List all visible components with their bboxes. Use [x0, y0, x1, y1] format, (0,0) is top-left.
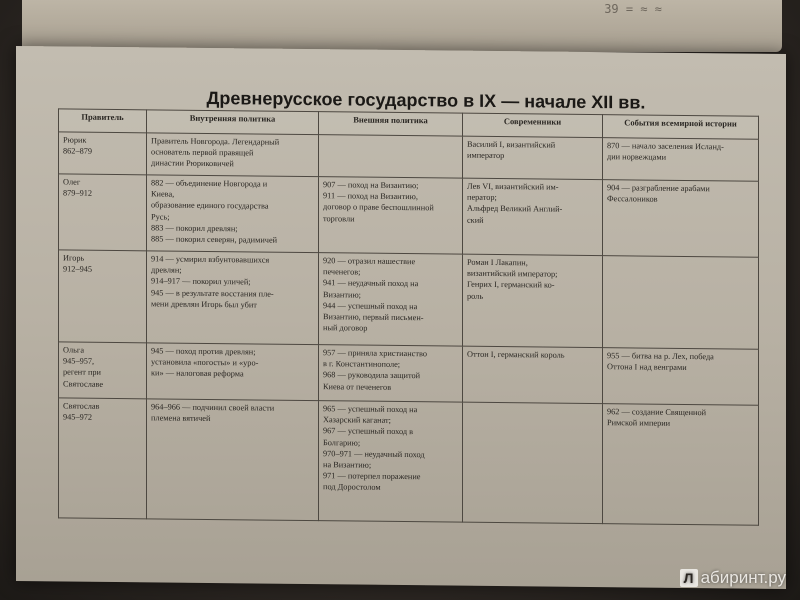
internal-policy-cell	[147, 343, 319, 401]
cell-text-line: 967 — успешный поход в	[323, 426, 414, 437]
cell-text-line: 957 — приняла христианство	[323, 348, 427, 359]
header-internal-policy: Внутренняя политика	[147, 110, 319, 135]
cell-text-line: 941 — неудачный поход на	[323, 278, 419, 289]
cell-text-line: Игорь	[63, 253, 85, 263]
external-policy-cell	[319, 253, 463, 347]
cell-text-line: печенегов;	[323, 267, 361, 277]
cell-text-line: династии Рюриковичей	[151, 158, 234, 169]
contemporaries-cell	[463, 136, 603, 179]
cell-text-line: Оттона I над венграми	[607, 362, 687, 373]
contemporaries-cell	[463, 346, 603, 403]
cell-text-line: 882 — объединение Новгорода и	[151, 178, 268, 189]
cell-text-line: Лев VI, византийский им-	[467, 181, 559, 192]
table-row	[59, 132, 759, 181]
cell-text-line: регент при	[63, 367, 101, 378]
cell-text-line: император	[467, 150, 505, 161]
cell-text-line: Фессалоников	[607, 194, 658, 204]
cell-text-line: 965 — успешный поход на	[323, 404, 418, 415]
cell-text-line: Русь;	[151, 211, 170, 222]
ruler-cell	[59, 398, 147, 519]
internal-policy-cell	[147, 251, 319, 345]
cell-text-line: Византию, первый письмен-	[323, 312, 424, 323]
cell-text-line: племена вятичей	[151, 413, 211, 424]
external-policy-cell	[319, 401, 463, 523]
world-events-cell	[603, 256, 759, 350]
history-table	[58, 108, 759, 525]
cell-text-line: 912–945	[63, 264, 93, 274]
cell-text-line: 964–966 — подчинил своей власти	[151, 402, 275, 413]
cell-text-line: византийский император;	[467, 268, 558, 279]
cell-text-line: Правитель Новгорода. Легендарный	[151, 136, 280, 147]
cell-text-line: Роман I Лакапин,	[467, 257, 528, 268]
cell-text-line: 914–917 — покорил уличей;	[151, 276, 251, 287]
cell-text-line: установила «погосты» и «уро-	[151, 357, 259, 368]
cell-text-line: Альфред Великий Англий-	[467, 204, 563, 215]
cell-text-line: Византию;	[323, 289, 361, 300]
contemporaries-cell	[463, 178, 603, 255]
cell-text-line: 970–971 — неудачный поход	[323, 448, 425, 459]
header-external-policy: Внешняя политика	[319, 112, 463, 137]
cell-text-line: основатель первой правящей	[151, 147, 254, 158]
cell-text-line: Василий I, византийский	[467, 139, 556, 150]
cell-text-line: 945–972	[63, 412, 93, 422]
cell-text-line: на Византию;	[323, 460, 372, 470]
cell-text-line: роль	[467, 291, 484, 301]
internal-policy-cell	[147, 133, 319, 177]
cell-text-line: 971 — потерпел поражение	[323, 471, 421, 482]
ruler-cell	[59, 174, 147, 251]
external-policy-cell	[319, 345, 463, 403]
cell-text-line: Болгарию;	[323, 437, 361, 448]
watermark-text: абиринт.ру	[700, 568, 786, 587]
cell-text-line: Римской империи	[607, 418, 671, 429]
cell-text-line: 945 — поход против древлян;	[151, 346, 256, 357]
cell-text-line: 879–912	[63, 188, 93, 198]
external-policy-cell	[319, 177, 463, 255]
cell-text-line: 904 — разграбление арабами	[607, 183, 710, 194]
world-events-cell	[603, 180, 759, 258]
cell-text-line: ки» — налоговая реформа	[151, 368, 244, 379]
ruler-cell	[59, 342, 147, 399]
cell-text-line: ный договор	[323, 323, 368, 333]
header-ruler: Правитель	[59, 109, 147, 133]
labirint-logo-icon: Л	[680, 569, 698, 587]
cell-text-line: дии норвежцами	[607, 152, 667, 162]
cell-text-line: 945–957,	[63, 356, 95, 366]
cell-text-line: в г. Константинополе;	[323, 359, 401, 370]
contemporaries-cell	[463, 254, 603, 347]
cell-text-line: образование единого государства	[151, 200, 269, 211]
table-row	[59, 250, 759, 349]
cell-text-line: 870 — начало заселения Исланд-	[607, 141, 724, 152]
book-page	[16, 46, 786, 589]
table-row	[59, 398, 759, 525]
cell-text-line: ператор;	[467, 192, 497, 203]
cell-text-line: Оттон I, германский король	[467, 349, 565, 360]
contemporaries-cell	[463, 402, 603, 523]
ruler-cell	[59, 132, 147, 175]
header-contemporaries: Современники	[463, 113, 603, 137]
cell-text-line: мени древлян Игорь был убит	[151, 299, 257, 310]
cell-text-line: 968 — руководила защитой	[323, 370, 421, 381]
previous-page-edge	[22, 0, 782, 52]
cell-text-line: под Доростолом	[323, 482, 381, 493]
cell-text-line: ский	[467, 215, 484, 225]
page-title: Древнерусское государство в IX — начале XII вв.	[206, 87, 646, 113]
cell-text-line: 955 — битва на р. Лех, победа	[607, 351, 714, 362]
internal-policy-cell	[147, 175, 319, 253]
cell-text-line: 944 — успешный поход на	[323, 300, 418, 311]
cell-text-line: Рюрик	[63, 135, 87, 145]
cell-text-line: Киева от печенегов	[323, 381, 392, 392]
page-corner-text: 39 = ≈ ≈	[604, 2, 662, 16]
cell-text-line: Олег	[63, 177, 81, 187]
cell-text-line: торговли	[323, 213, 355, 224]
table-row	[59, 174, 759, 257]
cell-text-line: договор о праве беспошлинной	[323, 202, 434, 213]
cell-text-line: 885 — покорил северян, радимичей	[151, 234, 278, 245]
world-events-cell	[603, 348, 759, 406]
cell-text-line: 911 — поход на Византию,	[323, 191, 418, 202]
ruler-cell	[59, 250, 147, 343]
cell-text-line: 945 — в результате восстания пле-	[151, 287, 274, 299]
cell-text-line: Хазарский каганат;	[323, 415, 391, 426]
cell-text-line: 920 — отразил нашествие	[323, 256, 416, 267]
cell-text-line: Киева,	[151, 189, 175, 199]
cell-text-line: древлян;	[151, 265, 182, 275]
cell-text-line: 914 — усмирил взбунтовавшихся	[151, 254, 270, 265]
cell-text-line: 962 — создание Священной	[607, 407, 707, 418]
world-events-cell	[603, 404, 759, 526]
labirint-watermark	[680, 568, 786, 588]
cell-text-line: 883 — покорил древлян;	[151, 223, 238, 234]
cell-text-line: Святослав	[63, 401, 100, 411]
cell-text-line: 907 — поход на Византию;	[323, 180, 419, 191]
table-row	[59, 342, 759, 405]
cell-text-line: Святославе	[63, 379, 104, 389]
cell-text-line: Генрих I, германский ко-	[467, 280, 555, 290]
cell-text-line: Ольга	[63, 345, 85, 355]
cell-text-line: 862–879	[63, 146, 93, 156]
header-world-events: События всемирной истории	[603, 115, 759, 140]
external-policy-cell	[319, 135, 463, 179]
world-events-cell	[603, 138, 759, 182]
internal-policy-cell	[147, 399, 319, 521]
